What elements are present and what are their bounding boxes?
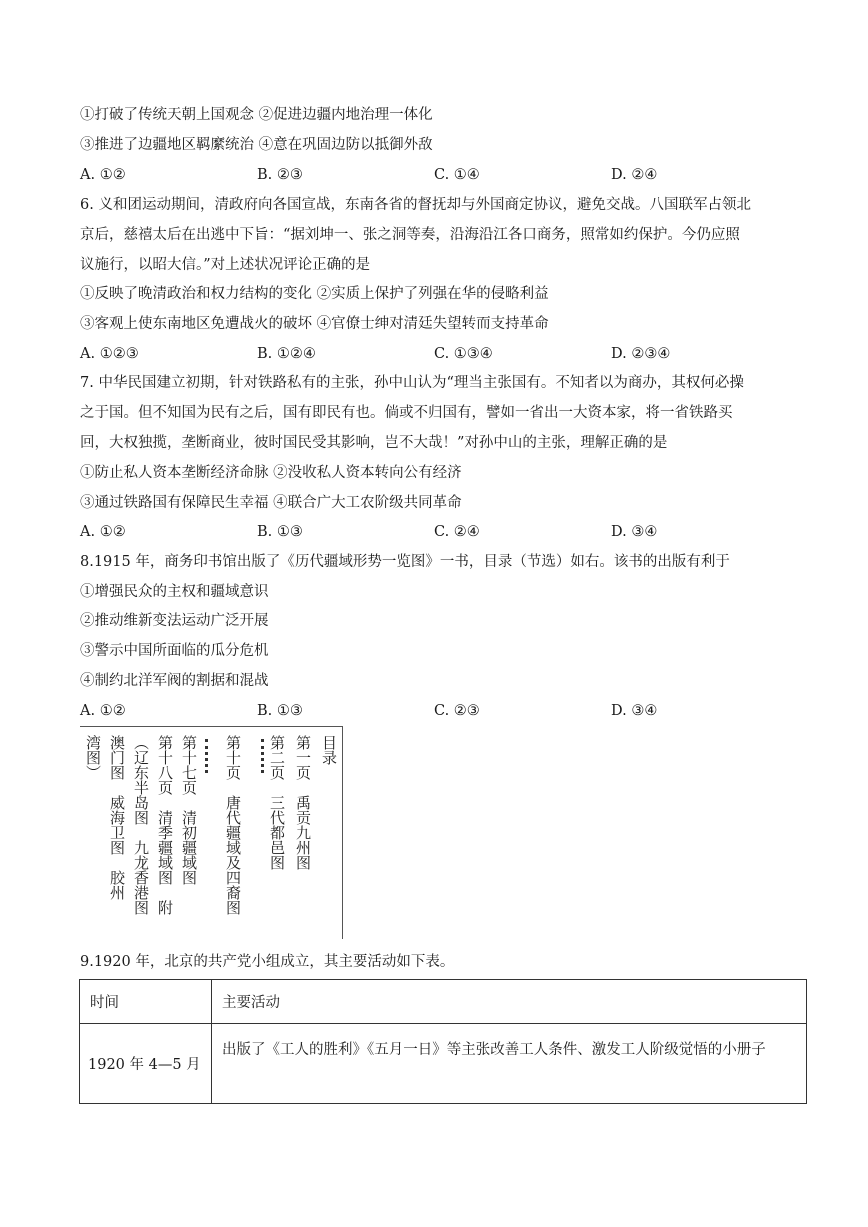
q6-stem-line-1: 6. 义和团运动期间，清政府向各国宣战，东南各省的督抚却与外国商定协议，避免交战。八国联军占领北 <box>80 197 751 213</box>
catalog-entry-3: 第十页 唐代疆域及四裔图 <box>224 735 242 915</box>
q8-option-2: ②推动维新变法运动广泛开展 <box>80 613 269 629</box>
q6-choice-a: A. ①②③ <box>80 346 139 362</box>
q7-stem-line-2: 之于国。但不知国为民有之后，国有即民有也。倘或不归国有，譬如一省出一大资本家，将一省铁路买 <box>80 405 733 421</box>
q8-option-4: ④制约北洋军阀的割据和混战 <box>80 673 269 689</box>
catalog-entry-7: 澳门图 威海卫图 胶州 <box>108 735 126 900</box>
q7-stem-line-1: 7. 中华民国建立初期，针对铁路私有的主张，孙中山认为“理当主张国有。不知者以为商办，其权何必操 <box>80 375 744 391</box>
q8-option-1: ①增强民众的主权和疆域意识 <box>80 584 269 600</box>
q6-stem-line-3: 议施行，以昭大信。”对上述状况评论正确的是 <box>80 257 371 273</box>
q5-choice-a: A. ①② <box>80 167 126 183</box>
q6-choice-d: D. ②③④ <box>611 346 671 362</box>
table-cell-time: 1920 年 4—5 月 <box>80 1024 212 1104</box>
q8-choice-d: D. ③④ <box>611 703 658 719</box>
q5-option-line-1: ①打破了传统天朝上国观念 ②促进边疆内地治理一体化 <box>80 107 433 123</box>
q6-option-line-2: ③客观上使东南地区免遭战火的破坏 ④官僚士绅对清廷失望转而支持革命 <box>80 316 549 332</box>
q5-choice-c: C. ①④ <box>434 167 480 183</box>
q7-option-line-2: ③通过铁路国有保障民生幸福 ④联合广大工农阶级共同革命 <box>80 495 462 511</box>
table-cell-activity: 出版了《工人的胜利》《五月一日》等主张改善工人条件、激发工人阶级觉悟的小册子 <box>212 1024 807 1104</box>
catalog-entry-4: 第十七页 清初疆域图 <box>180 735 198 885</box>
q7-stem-line-3: 回，大权独揽，垄断商业，彼时国民受其影响，岂不大哉！”对孙中山的主张，理解正确的是 <box>80 435 668 451</box>
q5-option-line-2: ③推进了边疆地区羁縻统治 ④意在巩固边防以抵御外敌 <box>80 137 433 153</box>
catalog-title: 目录 <box>320 735 338 765</box>
q7-option-line-1: ①防止私人资本垄断经济命脉 ②没收私人资本转向公有经济 <box>80 465 462 481</box>
q6-choice-b: B. ①②④ <box>257 346 316 362</box>
q8-choice-b: B. ①③ <box>257 703 303 719</box>
q8-option-3: ③警示中国所面临的瓜分危机 <box>80 643 269 659</box>
q6-stem-line-2: 京后，慈禧太后在出逃中下旨：“据刘坤一、张之洞等奏，沿海沿江各口商务，照常如约保护。今仍应照 <box>80 227 740 243</box>
q6-choice-c: C. ①③④ <box>434 346 493 362</box>
table-row <box>80 1024 807 1104</box>
q8-stem: 8.1915 年，商务印书馆出版了《历代疆域形势一览图》一书，目录（节选）如右。该书的出版有利于 <box>80 554 730 570</box>
table-header-time: 时间 <box>80 980 212 1024</box>
catalog-entry-1: 第一页 禹贡九州图 <box>294 735 312 870</box>
q6-option-line-1: ①反映了晚清政治和权力结构的变化 ②实质上保护了列强在华的侵略利益 <box>80 286 549 302</box>
catalog-ellipsis <box>261 739 268 773</box>
q8-choice-a: A. ①② <box>80 703 126 719</box>
table-header-row <box>80 980 807 1024</box>
catalog-entry-5: 第十八页 清季疆域图 附 <box>156 735 174 915</box>
catalog-entry-8: 湾图） <box>84 735 102 780</box>
q9-activity-table <box>79 979 807 1104</box>
catalog-ellipsis-2 <box>205 739 212 773</box>
catalog-image <box>80 726 343 939</box>
table-header-activity: 主要活动 <box>212 980 807 1024</box>
q8-choice-c: C. ②③ <box>434 703 480 719</box>
catalog-entry-6: （辽东半岛图 九龙香港图 <box>132 735 150 915</box>
q5-choice-d: D. ②④ <box>611 167 658 183</box>
q9-stem: 9.1920 年，北京的共产党小组成立，其主要活动如下表。 <box>80 954 455 970</box>
q7-choice-d: D. ③④ <box>611 524 658 540</box>
q7-choice-b: B. ①③ <box>257 524 303 540</box>
catalog-entry-2: 第二页 三代都邑图 <box>268 735 286 870</box>
q5-choice-b: B. ②③ <box>257 167 303 183</box>
q7-choice-c: C. ②④ <box>434 524 480 540</box>
q7-choice-a: A. ①② <box>80 524 126 540</box>
